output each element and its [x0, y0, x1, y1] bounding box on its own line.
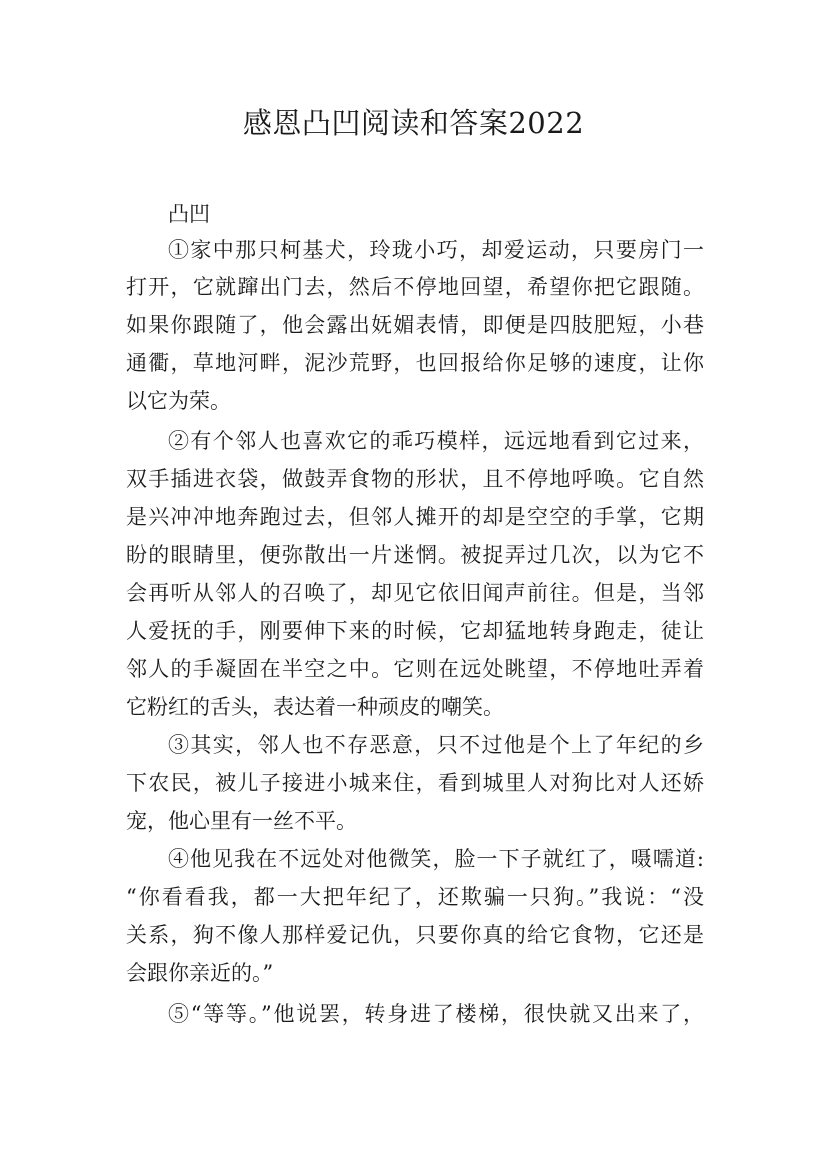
text-line: 会再听从邻人的召唤了，却见它依旧闻声前往。但是，当邻: [126, 581, 704, 605]
text-line: 以它为荣。: [126, 389, 231, 413]
text-line: 打开，它就蹿出门去，然后不停地回望，希望你把它跟随。: [126, 275, 704, 299]
text-line: 如果你跟随了，他会露出妩媚表情，即便是四肢肥短，小巷: [126, 313, 704, 337]
text-line: “你看看我，都一大把年纪了，还欺骗一只狗。”我说：“没: [126, 885, 704, 909]
text-line: 关系，狗不像人那样爱记仇，只要你真的给它食物，它还是: [126, 923, 704, 947]
text-line: 人爱抚的手，刚要伸下来的时候，它却猛地转身跑走，徒让: [126, 619, 704, 643]
text-line: 下农民，被儿子接进小城来住，看到城里人对狗比对人还娇: [126, 771, 704, 795]
text-line: 会跟你亲近的。”: [126, 961, 274, 985]
text-line: ④他见我在不远处对他微笑，脸一下子就红了，嗫嚅道:: [168, 847, 704, 871]
text-line: ⑤“等等。”他说罢，转身进了楼梯，很快就又出来了，: [168, 1002, 704, 1026]
text-line: 通衢，草地河畔，泥沙荒野，也回报给你足够的速度，让你: [126, 351, 704, 375]
text-line: 它粉红的舌头，表达着一种顽皮的嘲笑。: [126, 695, 504, 719]
text-line: ②有个邻人也喜欢它的乖巧模样，远远地看到它过来，: [168, 429, 704, 453]
text-line: 宠，他心里有一丝不平。: [126, 809, 357, 833]
text-line: ①家中那只柯基犬，玲珑小巧，却爱运动，只要房门一: [168, 238, 704, 262]
text-line: 邻人的手凝固在半空之中。它则在远处眺望，不停地吐弄着: [126, 657, 704, 681]
document-title: 感恩凸凹阅读和答案2022: [242, 106, 585, 140]
text-line: 盼的眼睛里，便弥散出一片迷惘。被捉弄过几次，以为它不: [126, 543, 704, 567]
text-line: 是兴冲冲地奔跑过去，但邻人摊开的却是空空的手掌，它期: [126, 505, 704, 529]
text-line: ③其实，邻人也不存恶意，只不过他是个上了年纪的乡: [168, 733, 704, 757]
text-line: 双手插进衣袋，做鼓弄食物的形状，且不停地呼唤。它自然: [126, 467, 704, 491]
article-title-line: 凸凹: [168, 202, 210, 226]
